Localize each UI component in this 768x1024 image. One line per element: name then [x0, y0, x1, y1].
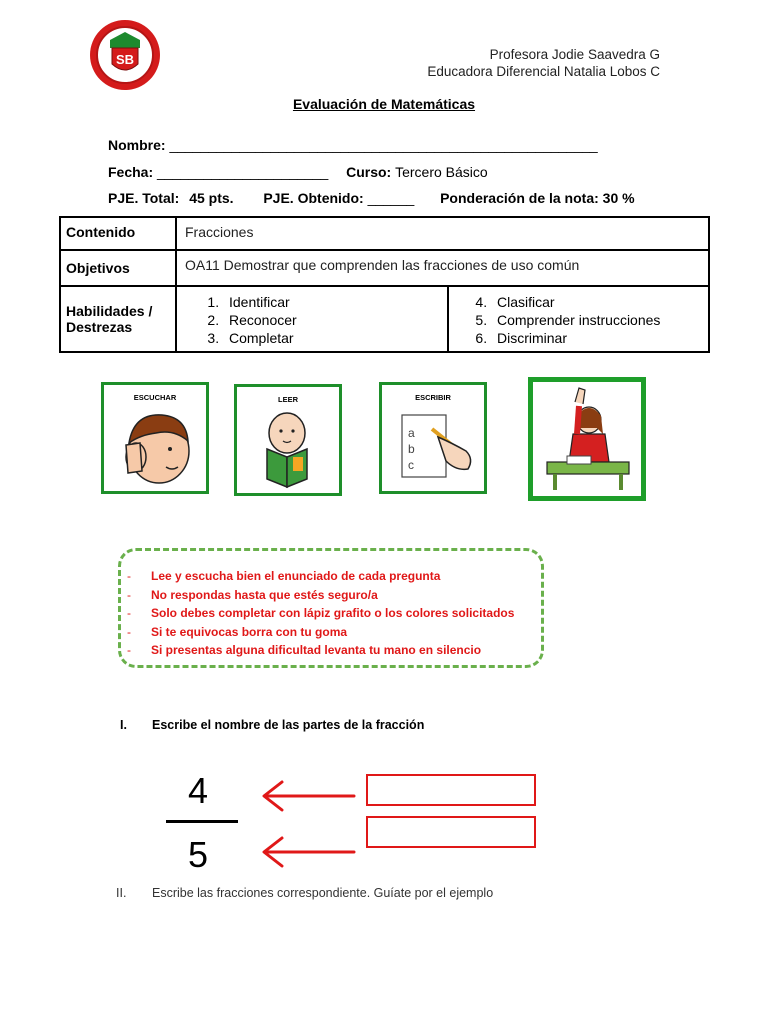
objectives-value: OA11 Demostrar que comprenden las fracciones de uso común: [176, 250, 709, 286]
card-label: LEER: [277, 395, 298, 404]
name-row: [108, 137, 598, 153]
question-text: Escribe el nombre de las partes de la fracción: [152, 718, 425, 732]
question-number: I.: [120, 718, 127, 732]
weight-label: Ponderación de la nota: 30 %: [440, 190, 635, 206]
educator-name: Educadora Diferencial Natalia Lobos C: [427, 64, 660, 79]
date-field[interactable]: ______________________: [157, 164, 329, 180]
question-number: II.: [116, 886, 127, 900]
listen-icon: [104, 385, 206, 491]
numerator-answer-box[interactable]: [366, 774, 536, 806]
school-logo: [88, 18, 162, 92]
svg-text:a: a: [408, 426, 415, 440]
skills-right-cell: [448, 286, 709, 352]
denominator-answer-box[interactable]: [366, 816, 536, 848]
question-1: [120, 718, 424, 732]
svg-text:b: b: [408, 442, 415, 456]
fraction-numerator: 4: [188, 770, 209, 811]
fraction-denominator: 5: [188, 834, 209, 875]
total-value: 45 pts.: [189, 190, 234, 206]
skills-right-list: [449, 287, 708, 351]
skill-item: 3. Completar: [223, 329, 447, 347]
card-listen: [101, 382, 209, 494]
skills-left-list: [177, 287, 447, 351]
date-label: Fecha:: [108, 164, 154, 180]
course-value: Tercero Básico: [395, 164, 488, 180]
skill-item: 2. Reconocer: [223, 311, 447, 329]
content-label: Contenido: [60, 217, 176, 250]
arrow-left-icon: [258, 776, 358, 816]
skill-item: 4. Clasificar: [491, 293, 708, 311]
arrow-left-icon: [258, 832, 358, 872]
teacher-names: [427, 46, 660, 80]
rule-item: - Lee y escucha bien el enunciado de cada pregunta: [127, 569, 441, 583]
name-label: Nombre:: [108, 137, 166, 153]
card-label: ESCUCHAR: [133, 393, 177, 402]
rule-item: - Si te equivocas borra con tu goma: [127, 624, 348, 639]
obtained-label: PJE. Obtenido:: [263, 190, 364, 206]
skill-item: 5. Comprender instrucciones: [491, 311, 708, 329]
date-row: [108, 164, 488, 180]
name-field[interactable]: _______________________________________________________: [169, 137, 598, 153]
svg-text:c: c: [408, 458, 414, 472]
svg-text:SB: SB: [115, 52, 135, 67]
raise-hand-icon: [533, 382, 641, 496]
fraction-bar: [166, 820, 238, 823]
rules-list: [121, 551, 541, 660]
page-title: Evaluación de Matemáticas: [292, 96, 476, 112]
rule-item: - No respondas hasta que estés seguro/a: [127, 587, 378, 602]
write-icon: [382, 385, 484, 491]
card-read: [234, 384, 342, 496]
skill-item: 1. Identificar: [223, 293, 447, 311]
skills-left-cell: [176, 286, 448, 352]
course-label: Curso:: [346, 164, 392, 180]
question-2: [116, 886, 493, 900]
card-raise-hand: [528, 377, 646, 501]
card-write: [379, 382, 487, 494]
obtained-field[interactable]: ______: [367, 190, 415, 206]
content-value: Fracciones: [176, 217, 709, 250]
question-text: Escribe las fracciones correspondiente. Guíate por el ejemplo: [152, 886, 494, 900]
total-label: PJE. Total:: [108, 190, 180, 206]
score-row: [108, 190, 635, 206]
objectives-label: Objetivos: [60, 250, 176, 286]
teacher-name: Profesora Jodie Saavedra G: [489, 47, 660, 62]
rule-item: - Solo debes completar con lápiz grafito o los colores solicitados: [127, 606, 515, 621]
card-label: ESCRIBIR: [415, 393, 451, 402]
rule-item: - Si presentas alguna dificultad levanta tu mano en silencio: [127, 643, 482, 658]
rules-box: [118, 548, 544, 668]
skills-label: Habilidades / Destrezas: [60, 286, 176, 352]
info-table: [59, 216, 710, 353]
skill-item: 6. Discriminar: [491, 329, 708, 347]
read-icon: [237, 387, 339, 493]
